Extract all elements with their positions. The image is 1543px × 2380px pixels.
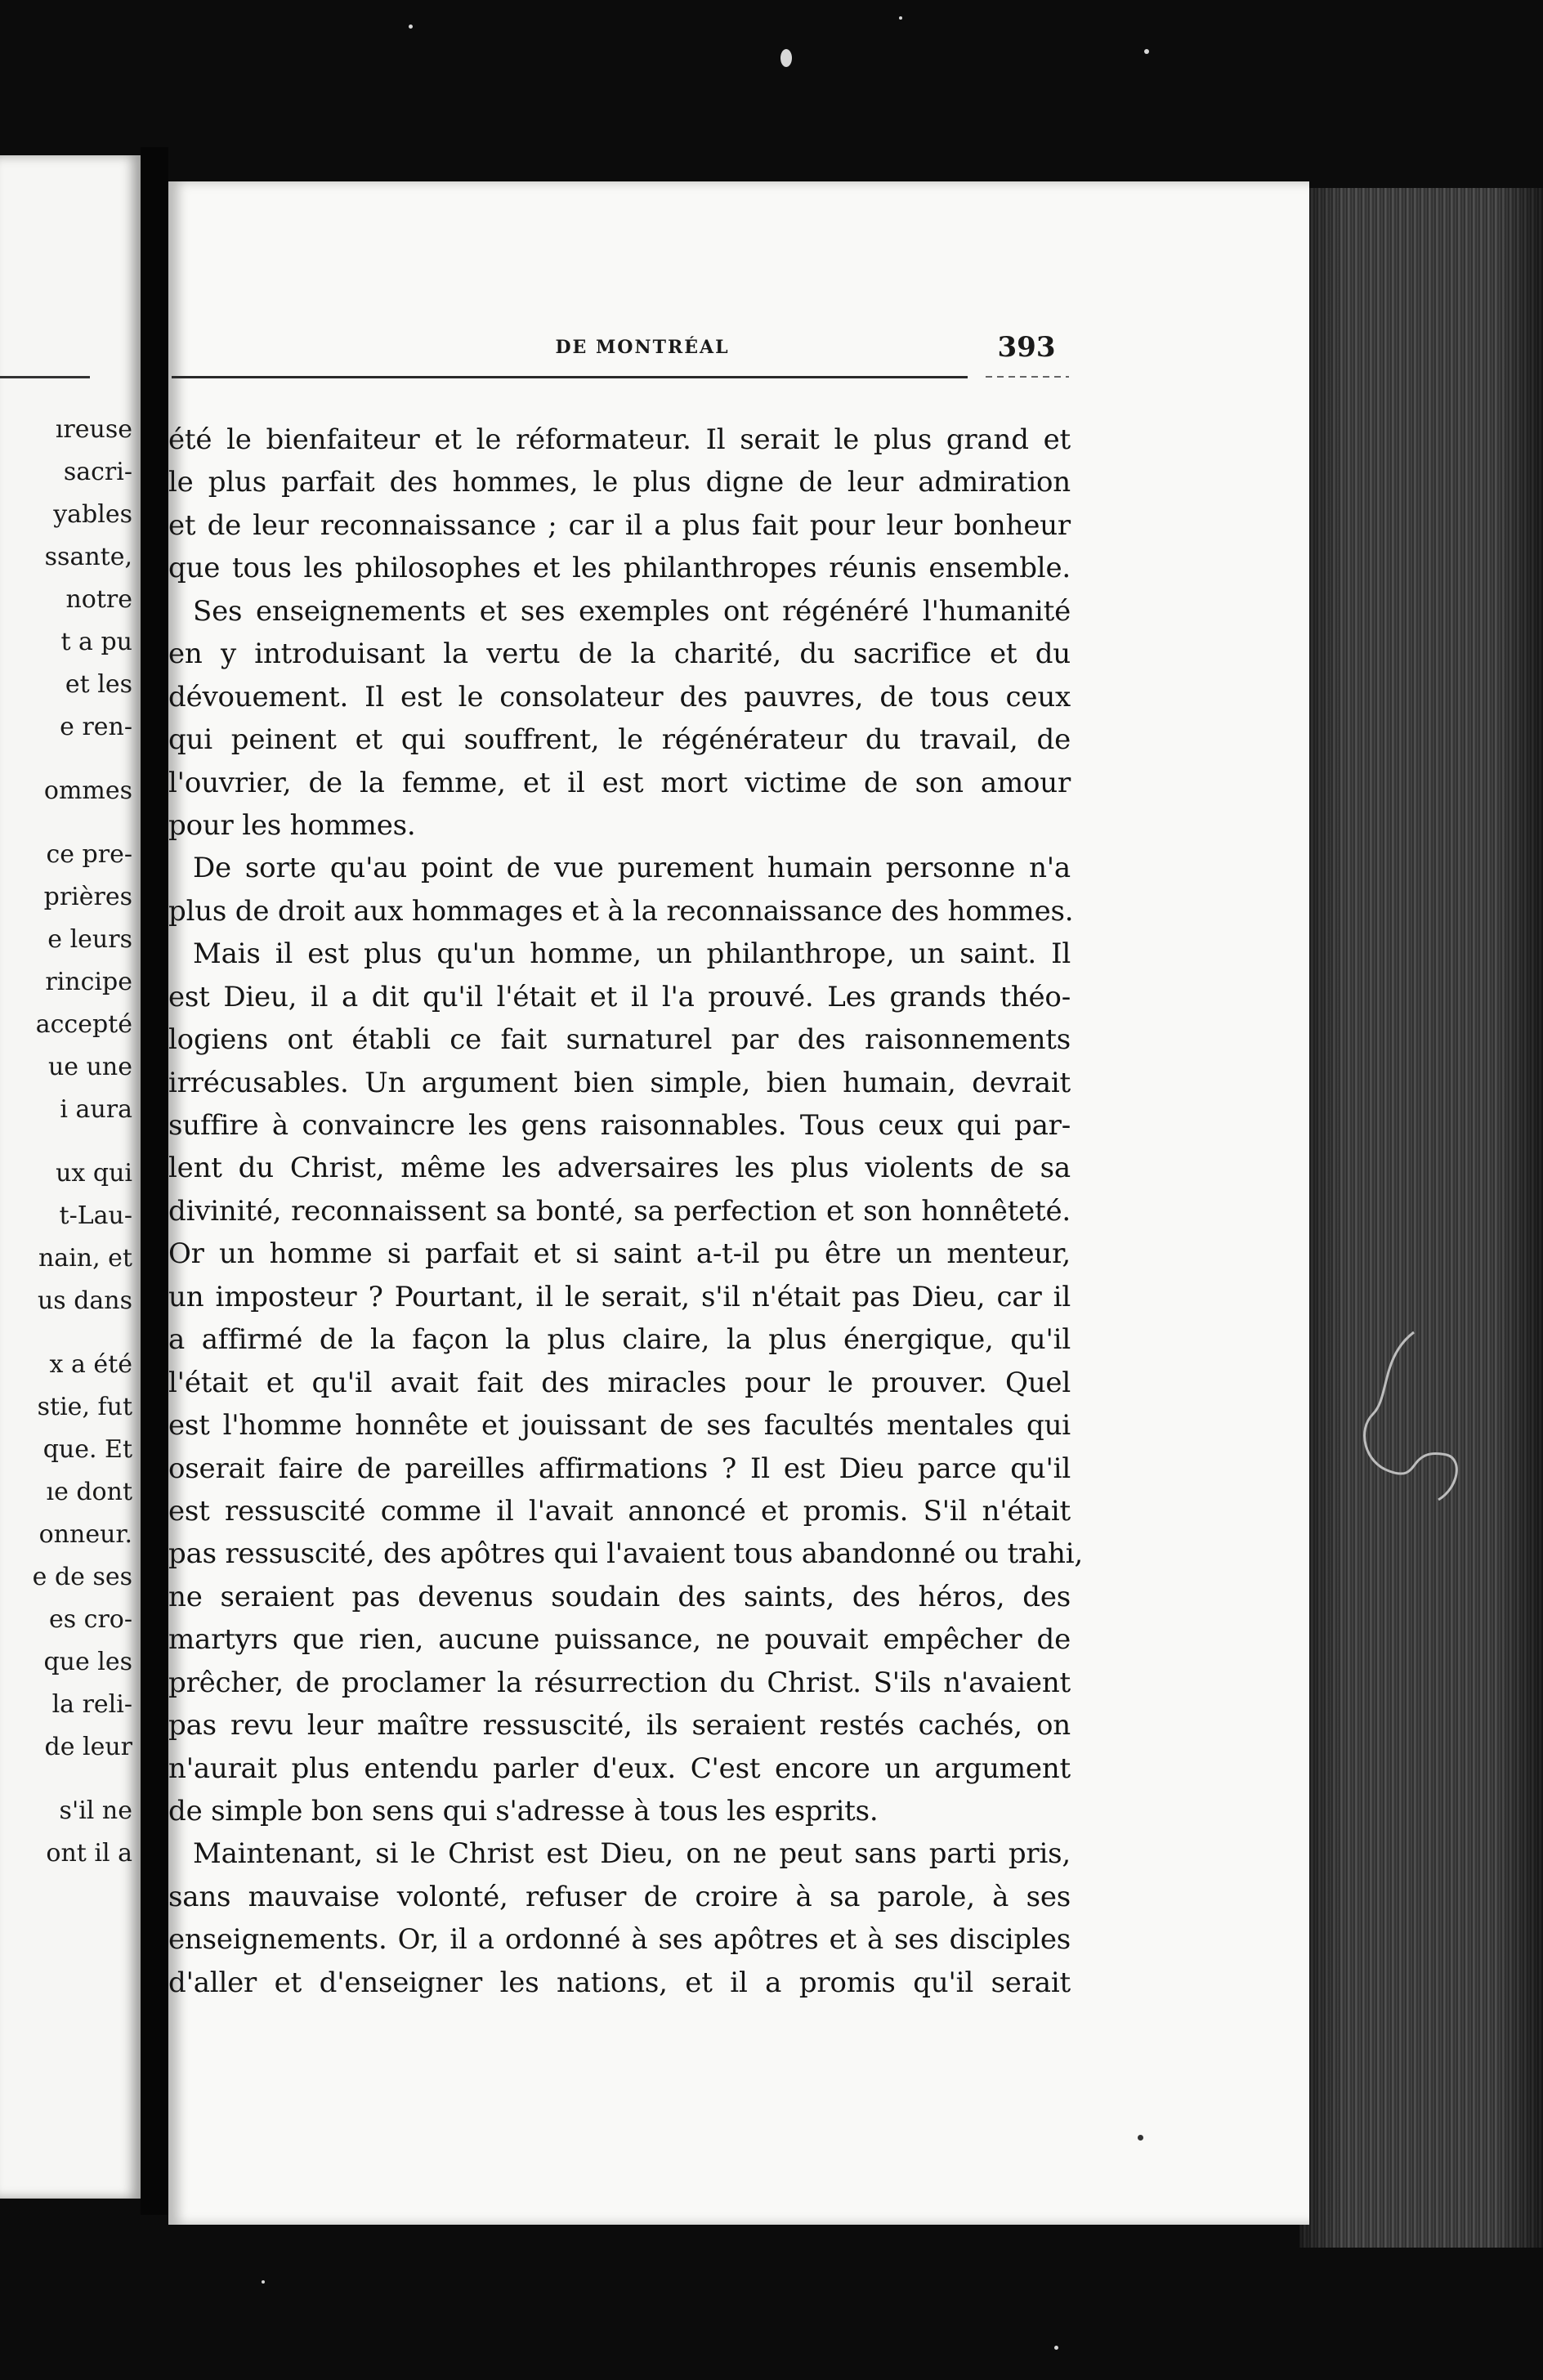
text-line: martyrs que rien, aucune puissance, ne pouvait empêcher de	[168, 1623, 1071, 1657]
left-facing-page	[0, 155, 141, 2199]
left-text-fragment	[0, 1131, 132, 1152]
ink-dot	[1138, 2135, 1143, 2141]
left-text-fragment: ux qui	[56, 1159, 132, 1188]
text-line: le plus parfait des hommes, le plus digne de leur admiration	[168, 466, 1071, 499]
text-line: plus de droit aux hommages et à la reconnaissance des hommes.	[168, 894, 1074, 928]
book-gutter	[141, 147, 168, 2215]
dust-speck	[409, 25, 413, 29]
text-line: logiens ont établi ce fait surnaturel par des raisonnements	[168, 1023, 1071, 1057]
text-line: dévouement. Il est le consolateur des pauvres, de tous ceux	[168, 680, 1071, 714]
left-text-fragment	[0, 749, 132, 770]
left-text-fragment	[0, 1322, 132, 1344]
text-line: et de leur reconnaissance ; car il a plus fait pour leur bonheur	[168, 508, 1071, 542]
left-text-fragment	[0, 1769, 132, 1790]
text-line: De sorte qu'au point de vue purement humain personne n'a	[193, 852, 1071, 885]
left-text-fragment: ommes	[43, 776, 132, 805]
dust-speck	[899, 16, 902, 20]
dust-speck	[262, 2280, 265, 2284]
left-text-fragment: ıreuse	[55, 415, 132, 444]
text-line: prêcher, de proclamer la résurrection du Christ. S'ils n'avaient	[168, 1666, 1071, 1699]
left-page-header-rule	[0, 376, 90, 378]
left-text-fragment: ce pre-	[46, 840, 132, 869]
left-text-fragment: e leurs	[47, 925, 132, 954]
text-line: oserait faire de pareilles affirmations ? Il est Dieu parce qu'il	[168, 1452, 1071, 1485]
left-text-fragment: notre	[65, 585, 132, 614]
left-text-fragment: sacri-	[63, 458, 132, 486]
text-line: l'ouvrier, de la femme, et il est mort victime de son amour	[168, 766, 1071, 799]
left-text-fragment: t-Lau-	[59, 1201, 132, 1230]
left-text-fragment: que les	[43, 1648, 132, 1676]
running-head-title: DE MONTRÉAL	[555, 337, 730, 358]
text-line: Mais il est plus qu'un homme, un philanthrope, un saint. Il	[193, 937, 1071, 971]
left-text-fragment: et les	[65, 670, 132, 699]
header-rule	[172, 376, 968, 378]
left-text-fragment: la reli-	[51, 1690, 132, 1719]
text-line: Or un homme si parfait et si saint a-t-il pu être un menteur,	[168, 1237, 1071, 1271]
left-text-fragment: ue une	[47, 1053, 132, 1081]
header-rule-dashed	[986, 376, 1069, 378]
stray-thread-icon	[1357, 1324, 1471, 1520]
left-text-fragment: s'il ne	[59, 1796, 132, 1825]
text-line: qui peinent et qui souffrent, le régénérateur du travail, de	[168, 723, 1071, 757]
text-line: est l'homme honnête et jouissant de ses facultés mentales qui	[168, 1409, 1071, 1443]
text-line: en y introduisant la vertu de la charité, du sacrifice et du	[168, 638, 1071, 671]
left-text-fragment: es cro-	[48, 1605, 132, 1634]
text-line: divinité, reconnaissent sa bonté, sa perfection et son honnêteté.	[168, 1194, 1071, 1228]
left-text-fragment: yables	[53, 500, 132, 529]
text-line: enseignements. Or, il a ordonné à ses apôtres et à ses disciples	[168, 1923, 1071, 1957]
text-line: d'aller et d'enseigner les nations, et il a promis qu'il serait	[168, 1966, 1071, 1999]
text-line: l'était et qu'il avait fait des miracles pour le prouver. Quel	[168, 1366, 1071, 1399]
right-page	[168, 181, 1309, 2225]
left-text-fragment: e ren-	[60, 713, 132, 741]
left-text-fragment: i aura	[60, 1095, 132, 1124]
dust-speck	[1054, 2346, 1058, 2350]
left-text-fragment: onneur.	[38, 1520, 132, 1549]
text-line: irrécusables. Un argument bien simple, bien humain, devrait	[168, 1066, 1071, 1099]
text-line: Ses enseignements et ses exemples ont régénéré l'humanité	[193, 594, 1071, 628]
text-line: sans mauvaise volonté, refuser de croire à sa parole, à ses	[168, 1880, 1071, 1913]
running-head	[168, 327, 1309, 368]
text-line: que tous les philosophes et les philanthropes réunis ensemble.	[168, 552, 1071, 585]
left-text-fragment: e de ses	[32, 1563, 132, 1591]
page-number: 393	[997, 331, 1056, 364]
left-text-fragment	[0, 812, 132, 834]
text-line: Maintenant, si le Christ est Dieu, on ne peut sans parti pris,	[193, 1837, 1071, 1871]
body-text	[168, 418, 1084, 2004]
left-text-fragment: prières	[43, 883, 132, 911]
left-text-fragment: stie, fut	[37, 1393, 132, 1421]
left-page-text	[0, 409, 132, 1875]
left-text-fragment: nain, et	[38, 1244, 132, 1273]
left-text-fragment: x a été	[49, 1350, 132, 1379]
left-text-fragment: ssante,	[44, 543, 132, 571]
text-line: n'aurait plus entendu parler d'eux. C'est encore un argument	[168, 1751, 1071, 1785]
left-text-fragment: accepté	[35, 1010, 132, 1039]
left-text-fragment: que. Et	[42, 1435, 132, 1464]
text-line: pas revu leur maître ressuscité, ils seraient restés cachés, on	[168, 1709, 1071, 1742]
book-page-edges-shade	[1299, 188, 1543, 2248]
left-text-fragment: rincipe	[45, 968, 132, 996]
text-line: un imposteur ? Pourtant, il le serait, s'il n'était pas Dieu, car il	[168, 1280, 1071, 1313]
text-line: est ressuscité comme il l'avait annoncé et promis. S'il n'était	[168, 1494, 1071, 1528]
left-text-fragment: ont il a	[46, 1839, 132, 1868]
text-line: pas ressuscité, des apôtres qui l'avaient tous abandonné ou trahi,	[168, 1537, 1084, 1571]
left-text-fragment: ıe dont	[46, 1478, 132, 1506]
text-line: été le bienfaiteur et le réformateur. Il serait le plus grand et	[168, 423, 1071, 456]
left-text-fragment: t a pu	[60, 628, 132, 656]
dust-speck	[780, 49, 792, 67]
text-line: a affirmé de la façon la plus claire, la plus énergique, qu'il	[168, 1323, 1071, 1357]
text-line: suffire à convaincre les gens raisonnables. Tous ceux qui par-	[168, 1109, 1071, 1142]
dust-speck	[1144, 49, 1149, 54]
text-line: pour les hommes.	[168, 808, 416, 842]
text-line: ne seraient pas devenus soudain des saints, des héros, des	[168, 1580, 1071, 1613]
text-line: est Dieu, il a dit qu'il l'était et il l'a prouvé. Les grands théo-	[168, 980, 1071, 1013]
left-text-fragment: de leur	[44, 1733, 132, 1761]
left-text-fragment: us dans	[37, 1286, 132, 1315]
text-line: lent du Christ, même les adversaires les plus violents de sa	[168, 1152, 1071, 1185]
text-line: de simple bon sens qui s'adresse à tous les esprits.	[168, 1795, 879, 1828]
